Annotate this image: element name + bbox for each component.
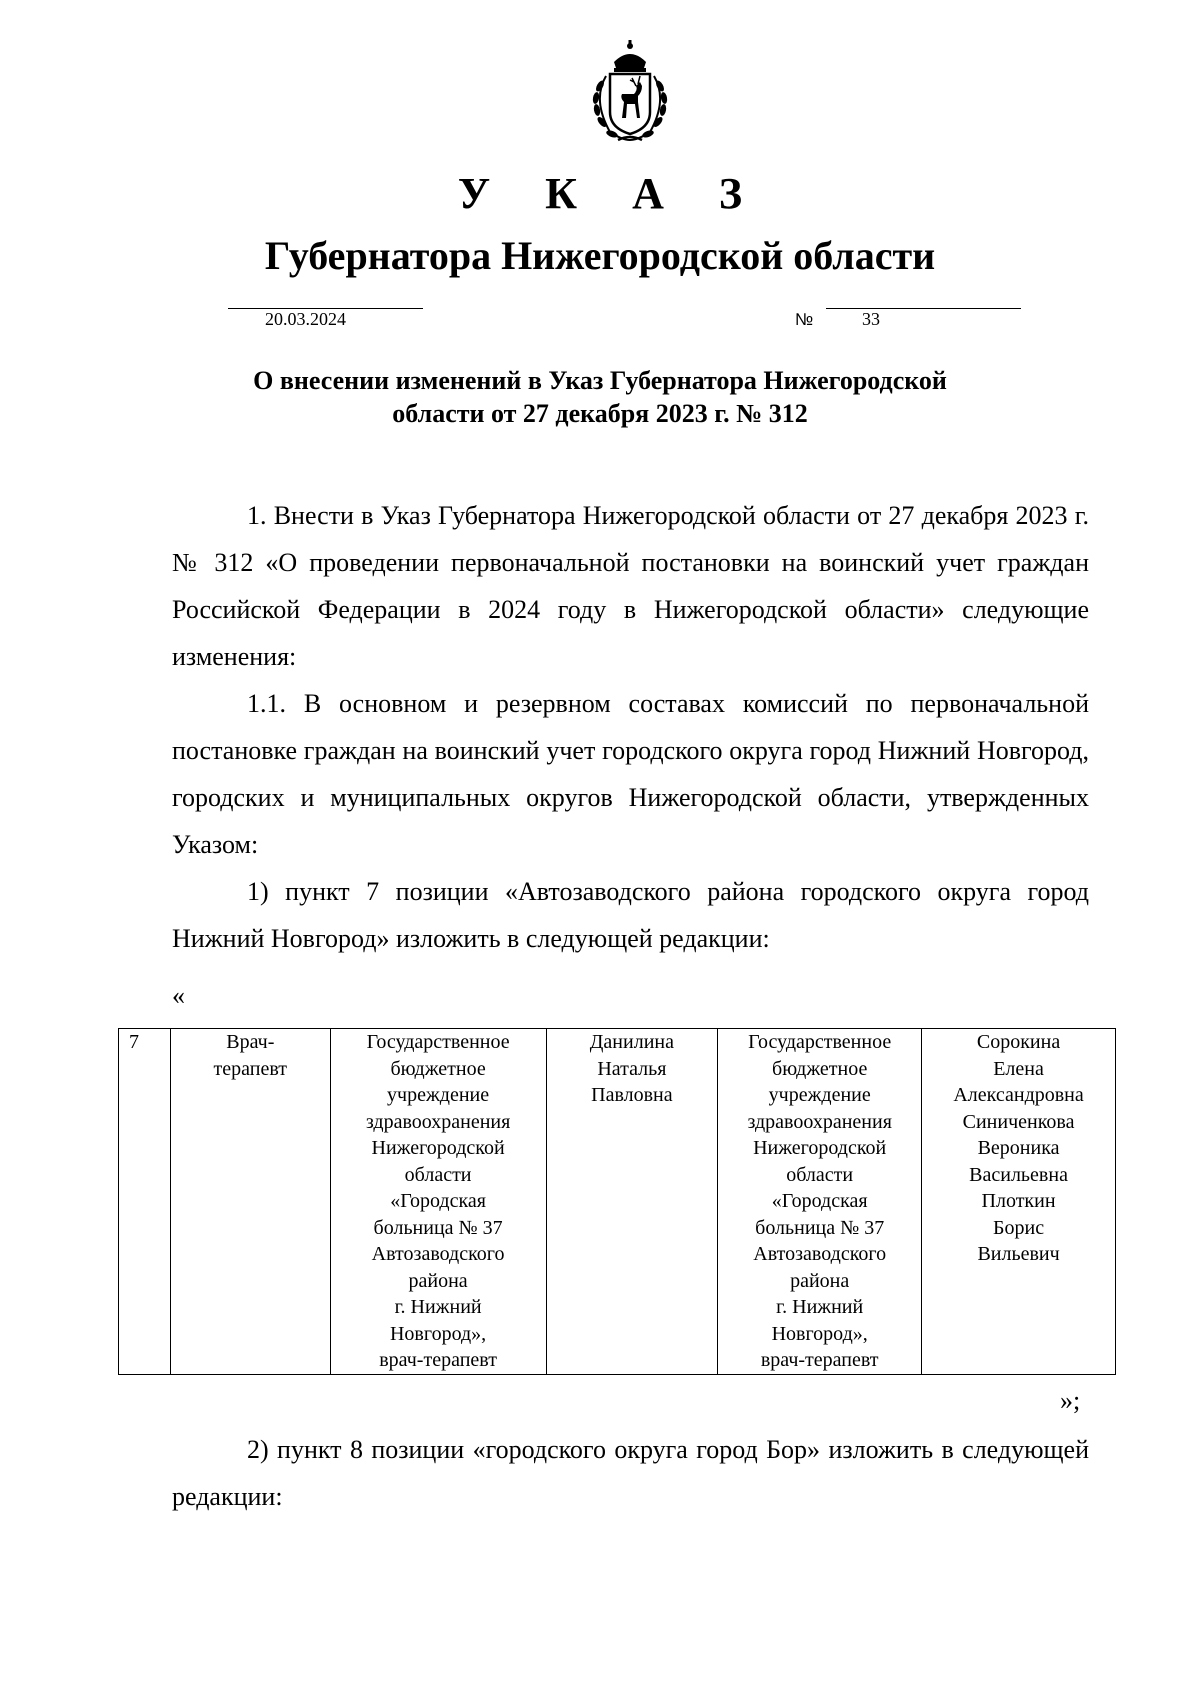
cell-line: Елена — [993, 1057, 1044, 1080]
cell-line: Синиченкова — [962, 1110, 1075, 1133]
cell-line: Васильевна — [969, 1163, 1068, 1186]
cell-main-organization — [330, 1029, 546, 1375]
paragraph-item-2: 2) пункт 8 позиции «городского округа город Бор» изложить в следующей редакции: — [172, 1435, 1089, 1511]
number-field — [826, 308, 1021, 329]
heading-line-2: области от 27 декабря 2023 г. № 312 — [392, 399, 808, 428]
paragraph-1-1: 1.1. В основном и резервном составах комиссий по первоначальной постановке граждан на воинский учет городского округа город Нижний Новгород, городских и муниципальных округов Нижегородской области, утвержденных Указом: — [172, 689, 1089, 859]
cell-line: Нижегородской — [371, 1137, 505, 1159]
cell-line: Врач- — [226, 1031, 275, 1053]
open-quote: « — [172, 981, 185, 1010]
cell-line: бюджетное — [772, 1057, 868, 1080]
cell-line: Наталья — [597, 1057, 667, 1080]
cell-line: Новгород», — [771, 1322, 868, 1345]
cell-line: района — [790, 1269, 850, 1292]
issuer-subtitle: Губернатора Нижегородской области — [264, 233, 936, 278]
cell-line: Нижегородской — [753, 1137, 887, 1159]
cell-line: Данилина — [589, 1031, 674, 1053]
cell-line: района — [408, 1269, 468, 1292]
cell-line: Борис — [993, 1216, 1045, 1239]
commission-table — [118, 1028, 1116, 1375]
cell-reserve-persons — [922, 1029, 1116, 1375]
cell-line: учреждение — [387, 1084, 490, 1106]
cell-line: учреждение — [768, 1084, 871, 1106]
cell-line: области — [786, 1163, 854, 1186]
cell-line: больница № 37 — [373, 1216, 503, 1239]
cell-line: Автозаводского — [753, 1243, 887, 1265]
document-heading — [200, 364, 1000, 430]
cell-line: врач-терапевт — [760, 1349, 879, 1371]
cell-line: здравоохранения — [747, 1110, 892, 1133]
close-quote: »; — [1060, 1386, 1081, 1415]
cell-line: терапевт — [213, 1057, 288, 1080]
cell-line: Сорокина — [976, 1031, 1061, 1053]
table-row — [119, 1029, 1116, 1375]
cell-line: бюджетное — [390, 1057, 486, 1080]
cell-line: Автозаводского — [371, 1243, 505, 1265]
cell-reserve-organization — [718, 1029, 922, 1375]
cell-line: Александровна — [953, 1084, 1084, 1106]
cell-line: Вильевич — [977, 1243, 1060, 1265]
cell-line: области — [404, 1163, 472, 1186]
cell-line: врач-терапевт — [379, 1349, 497, 1371]
cell-line: Новгород», — [389, 1322, 487, 1345]
cell-main-person — [546, 1029, 718, 1375]
cell-number: 7 — [119, 1029, 171, 1375]
cell-line: Государственное — [748, 1031, 892, 1053]
cell-line: больница № 37 — [755, 1216, 885, 1239]
coat-of-arms-emblem — [570, 40, 690, 145]
cell-line: Вероника — [977, 1137, 1060, 1159]
cell-line: Павловна — [591, 1084, 673, 1106]
cell-position — [170, 1029, 330, 1375]
cell-line: «Городская — [771, 1190, 868, 1212]
date-value: 20.03.2024 — [265, 309, 346, 329]
number-value: 33 — [862, 309, 880, 329]
number-sign: № — [795, 310, 814, 329]
paragraph-item-1: 1) пункт 7 позиции «Автозаводского района городского округа город Нижний Новгород» изложить в следующей редакции: — [172, 877, 1089, 953]
heading-line-1: О внесении изменений в Указ Губернатора Нижегородской — [253, 366, 947, 395]
cell-line: Государственное — [366, 1031, 510, 1053]
cell-line: здравоохранения — [365, 1110, 511, 1133]
cell-line: Плоткин — [981, 1190, 1056, 1212]
document-type-title: У К А З — [457, 169, 765, 218]
cell-line: г. Нижний — [776, 1296, 864, 1318]
paragraph-1: 1. Внести в Указ Губернатора Нижегородской области от 27 декабря 2023 г. № 312 «О проведении первоначальной постановки на воинский учет граждан Российской Федерации в 2024 году в Нижегородской области» следующие изменения: — [172, 501, 1089, 671]
cell-line: г. Нижний — [394, 1296, 482, 1318]
cell-line: «Городская — [390, 1190, 486, 1212]
date-field — [228, 308, 423, 329]
